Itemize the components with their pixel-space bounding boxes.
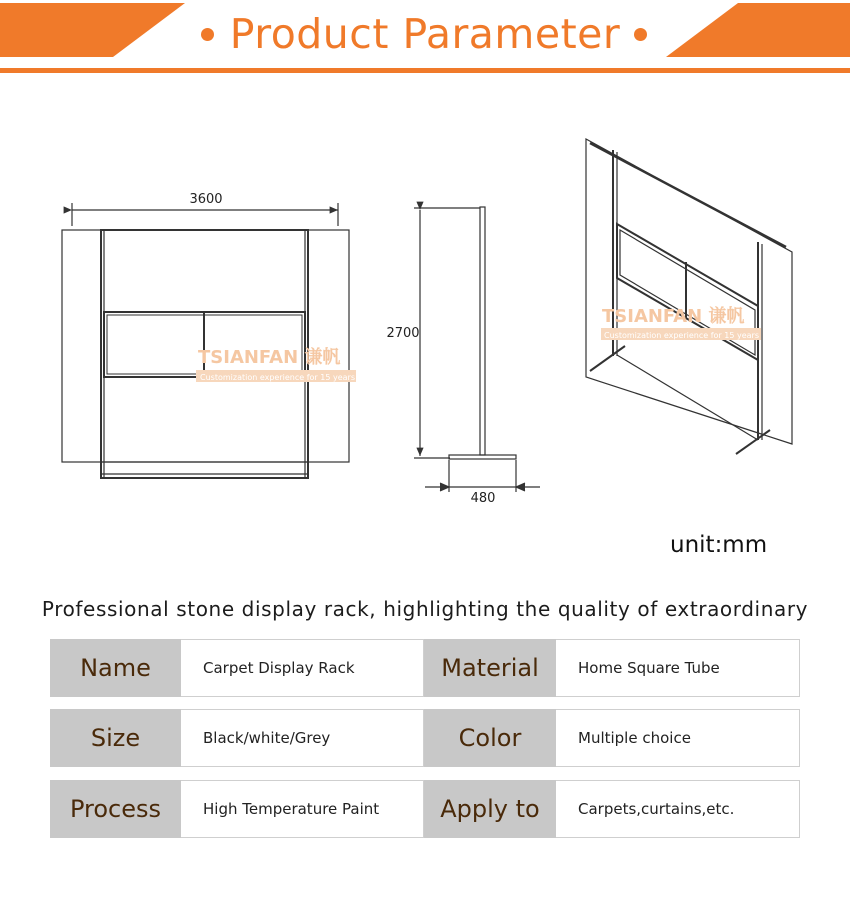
tagline: Professional stone display rack, highlighting the quality of extraordinary: [41, 597, 809, 621]
spec-value: Black/white/Grey: [181, 709, 424, 767]
spec-row: [50, 709, 800, 767]
spec-label: Material: [424, 639, 556, 697]
height-dimension-text: 2700: [386, 326, 420, 341]
header-underline: [0, 68, 850, 73]
perspective-view: [586, 139, 792, 454]
side-post: [480, 207, 485, 455]
depth-dimension-text: 480: [470, 491, 496, 506]
width-dimension-text: 3600: [189, 192, 223, 207]
svg-text:Customization experience for 1: Customization experience for 15 years: [604, 331, 760, 340]
spec-label: Size: [50, 709, 181, 767]
svg-text:TSIANFAN 谦帆: TSIANFAN 谦帆: [602, 306, 745, 327]
spec-label: Apply to: [424, 780, 556, 838]
front-view: [62, 203, 349, 478]
header-banner: [0, 0, 850, 80]
page-title: Product Parameter: [229, 10, 621, 58]
spec-value: Multiple choice: [556, 709, 800, 767]
watermark-perspective: [601, 305, 761, 340]
spec-row: [50, 780, 800, 838]
unit-label: unit:mm: [670, 532, 768, 558]
side-view: [414, 207, 540, 492]
spec-value: Carpets,curtains,etc.: [556, 780, 800, 838]
watermark-front: [196, 346, 356, 382]
spec-value: High Temperature Paint: [181, 780, 424, 838]
spec-row: [50, 639, 800, 697]
side-base: [449, 455, 516, 459]
spec-label: Name: [50, 639, 181, 697]
spec-label: Color: [424, 709, 556, 767]
spec-value: Home Square Tube: [556, 639, 800, 697]
technical-drawing: [0, 80, 850, 580]
spec-value: Carpet Display Rack: [181, 639, 424, 697]
watermark-slogan: Customization experience for 15 years: [200, 373, 356, 382]
spec-label: Process: [50, 780, 181, 838]
watermark-brand: TSIANFAN 谦帆: [198, 347, 341, 368]
